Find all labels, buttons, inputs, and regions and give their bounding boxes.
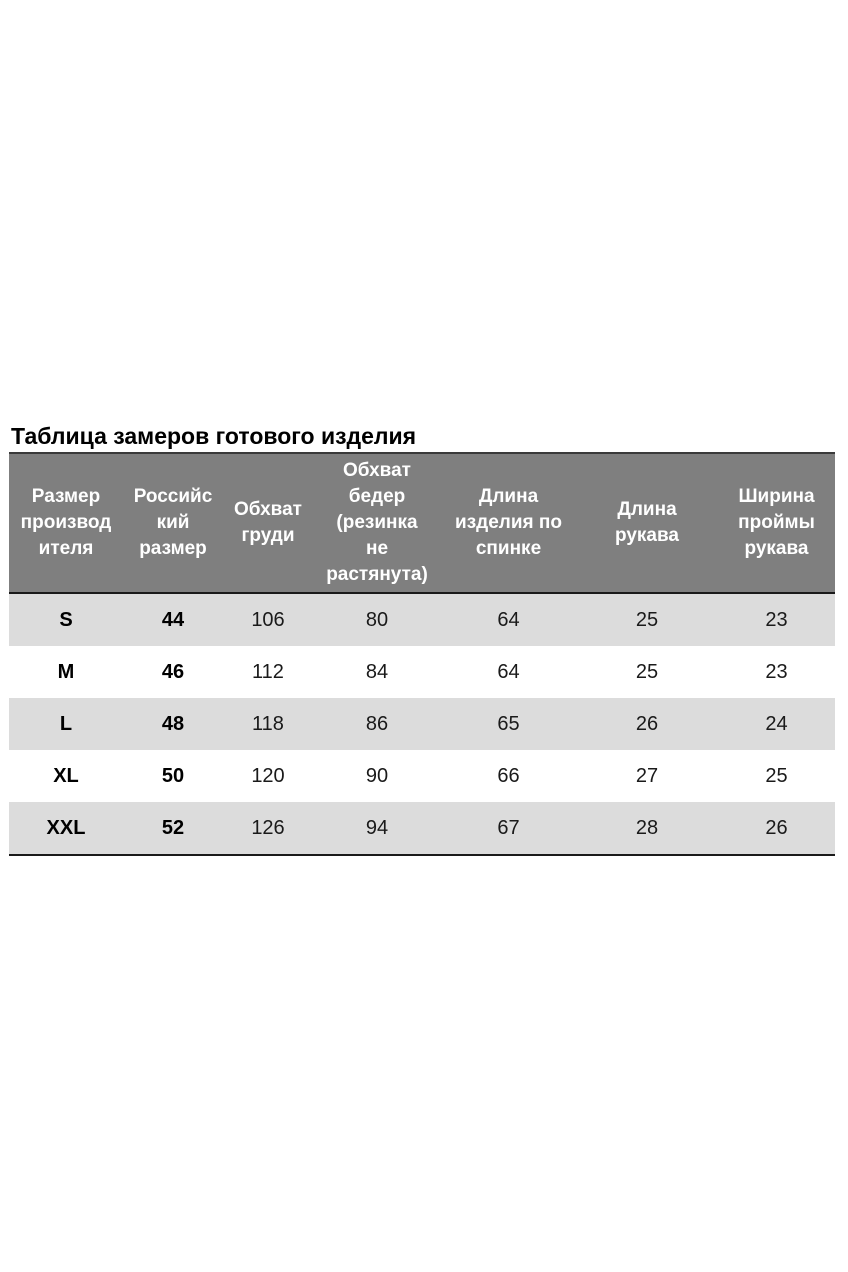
col-header-sleeve-length: Длина рукава <box>576 453 718 593</box>
cell-sleeve-length: 25 <box>576 593 718 646</box>
col-header-back-length: Длина изделия по спинке <box>441 453 576 593</box>
table-row <box>9 646 835 698</box>
cell-sleeve-length: 26 <box>576 698 718 750</box>
cell-back-length: 67 <box>441 802 576 855</box>
cell-armhole-width: 23 <box>718 646 835 698</box>
cell-hip-girth: 86 <box>313 698 441 750</box>
col-header-russian-size: Российс кий размер <box>123 453 223 593</box>
cell-manufacturer-size: L <box>9 698 123 750</box>
table-row <box>9 750 835 802</box>
cell-back-length: 64 <box>441 593 576 646</box>
cell-armhole-width: 24 <box>718 698 835 750</box>
table-row <box>9 593 835 646</box>
cell-russian-size: 52 <box>123 802 223 855</box>
cell-chest-girth: 106 <box>223 593 313 646</box>
table-row <box>9 698 835 750</box>
cell-hip-girth: 84 <box>313 646 441 698</box>
cell-russian-size: 48 <box>123 698 223 750</box>
cell-chest-girth: 126 <box>223 802 313 855</box>
col-header-chest-girth: Обхват груди <box>223 453 313 593</box>
cell-sleeve-length: 25 <box>576 646 718 698</box>
table-title: Таблица замеров готового изделия <box>11 423 417 449</box>
cell-back-length: 66 <box>441 750 576 802</box>
cell-manufacturer-size: M <box>9 646 123 698</box>
size-table <box>9 452 835 856</box>
cell-back-length: 64 <box>441 646 576 698</box>
table-row <box>9 802 835 855</box>
cell-back-length: 65 <box>441 698 576 750</box>
cell-chest-girth: 118 <box>223 698 313 750</box>
cell-armhole-width: 25 <box>718 750 835 802</box>
cell-russian-size: 46 <box>123 646 223 698</box>
table-header-row <box>9 453 835 593</box>
cell-hip-girth: 80 <box>313 593 441 646</box>
cell-manufacturer-size: XL <box>9 750 123 802</box>
cell-russian-size: 50 <box>123 750 223 802</box>
cell-chest-girth: 112 <box>223 646 313 698</box>
cell-chest-girth: 120 <box>223 750 313 802</box>
cell-armhole-width: 23 <box>718 593 835 646</box>
cell-sleeve-length: 27 <box>576 750 718 802</box>
cell-manufacturer-size: S <box>9 593 123 646</box>
cell-manufacturer-size: XXL <box>9 802 123 855</box>
cell-hip-girth: 94 <box>313 802 441 855</box>
col-header-manufacturer-size: Размер производ ителя <box>9 453 123 593</box>
cell-hip-girth: 90 <box>313 750 441 802</box>
cell-russian-size: 44 <box>123 593 223 646</box>
cell-sleeve-length: 28 <box>576 802 718 855</box>
col-header-armhole-width: Ширина проймы рукава <box>718 453 835 593</box>
cell-armhole-width: 26 <box>718 802 835 855</box>
col-header-hip-girth: Обхват бедер (резинка не растянута) <box>313 453 441 593</box>
